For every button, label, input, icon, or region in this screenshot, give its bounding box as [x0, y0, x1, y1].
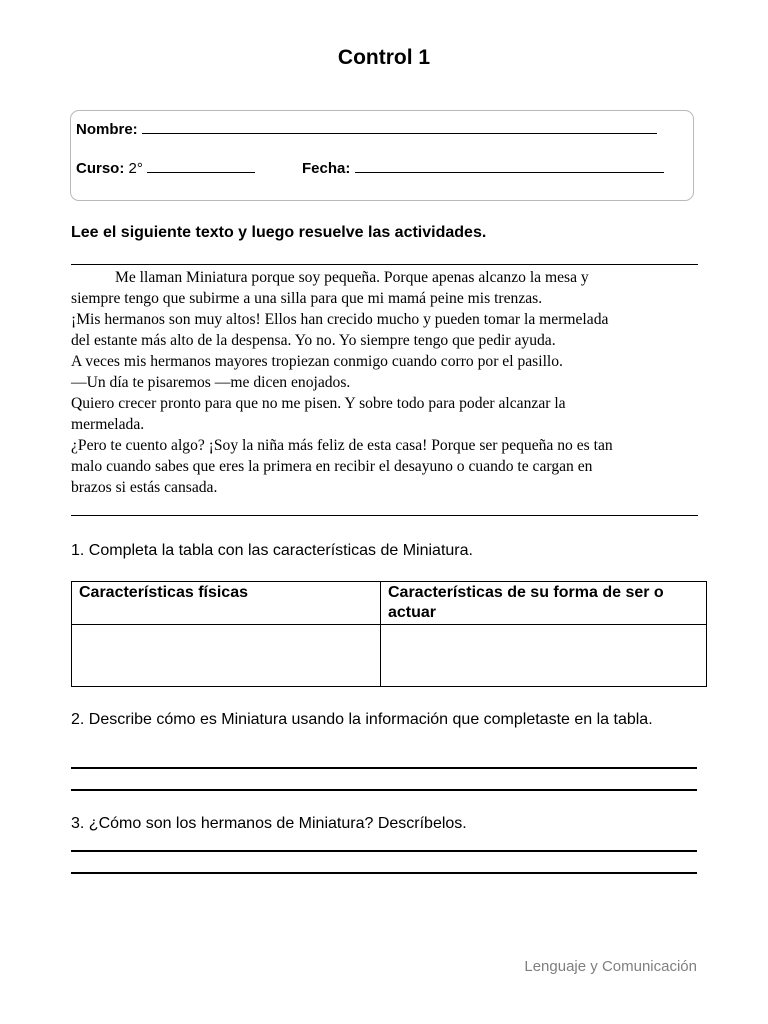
- question-2: 2. Describe cómo es Miniatura usando la información que completaste en la tabla.: [71, 711, 653, 728]
- curso-row: [76, 158, 255, 177]
- fecha-label: Fecha:: [302, 160, 351, 177]
- passage-line: mermelada.: [71, 416, 145, 433]
- col-header-physical: Características físicas: [72, 582, 381, 625]
- passage-line: siempre tengo que subirme a una silla para que mi mamá peine mis trenzas.: [71, 290, 543, 307]
- answer-cell-physical[interactable]: [72, 625, 381, 687]
- answer-line[interactable]: [71, 767, 697, 769]
- instructions: Lee el siguiente texto y luego resuelve las actividades.: [71, 224, 487, 241]
- nombre-row: [76, 119, 657, 138]
- nombre-field[interactable]: [142, 119, 657, 134]
- table-header-row: [72, 582, 707, 625]
- passage-line: brazos si estás cansada.: [71, 479, 218, 496]
- answer-cell-behavior[interactable]: [381, 625, 707, 687]
- passage-line: A veces mis hermanos mayores tropiezan conmigo cuando corro por el pasillo.: [71, 353, 563, 370]
- curso-field[interactable]: [147, 158, 255, 173]
- question-3: 3. ¿Cómo son los hermanos de Miniatura? Descríbelos.: [71, 815, 467, 832]
- passage-line: —Un día te pisaremos —me dicen enojados.: [71, 374, 351, 391]
- answer-line[interactable]: [71, 872, 697, 874]
- passage-line: malo cuando sabes que eres la primera en recibir el desayuno o cuando te cargan en: [71, 458, 593, 475]
- student-info-box: [70, 110, 694, 201]
- answer-line[interactable]: [71, 850, 697, 852]
- characteristics-table: [71, 581, 707, 687]
- passage-line: Quiero crecer pronto para que no me pisen. Y sobre todo para poder alcanzar la: [71, 395, 566, 412]
- passage-line: Me llaman Miniatura porque soy pequeña. Porque apenas alcanzo la mesa y: [115, 269, 589, 286]
- passage-bottom-rule: [71, 515, 698, 516]
- curso-label: Curso:: [76, 160, 125, 177]
- footer-subject: Lenguaje y Comunicación: [524, 958, 697, 975]
- passage-line: del estante más alto de la despensa. Yo no. Yo siempre tengo que pedir ayuda.: [71, 332, 556, 349]
- question-1: 1. Completa la tabla con las características de Miniatura.: [71, 542, 473, 559]
- passage-top-rule: [71, 264, 698, 265]
- reading-passage: [71, 267, 701, 498]
- table-answer-row: [72, 625, 707, 687]
- fecha-field[interactable]: [355, 158, 664, 173]
- page-title: Control 1: [337, 46, 431, 69]
- nombre-label: Nombre:: [76, 121, 138, 138]
- col-header-behavior: Características de su forma de ser o actuar: [381, 582, 707, 625]
- curso-value: 2°: [128, 160, 143, 177]
- passage-line: ¡Mis hermanos son muy altos! Ellos han crecido mucho y pueden tomar la mermelada: [71, 311, 609, 328]
- fecha-row: [302, 158, 664, 177]
- passage-line: ¿Pero te cuento algo? ¡Soy la niña más feliz de esta casa! Porque ser pequeña no es tan: [71, 437, 613, 454]
- answer-line[interactable]: [71, 789, 697, 791]
